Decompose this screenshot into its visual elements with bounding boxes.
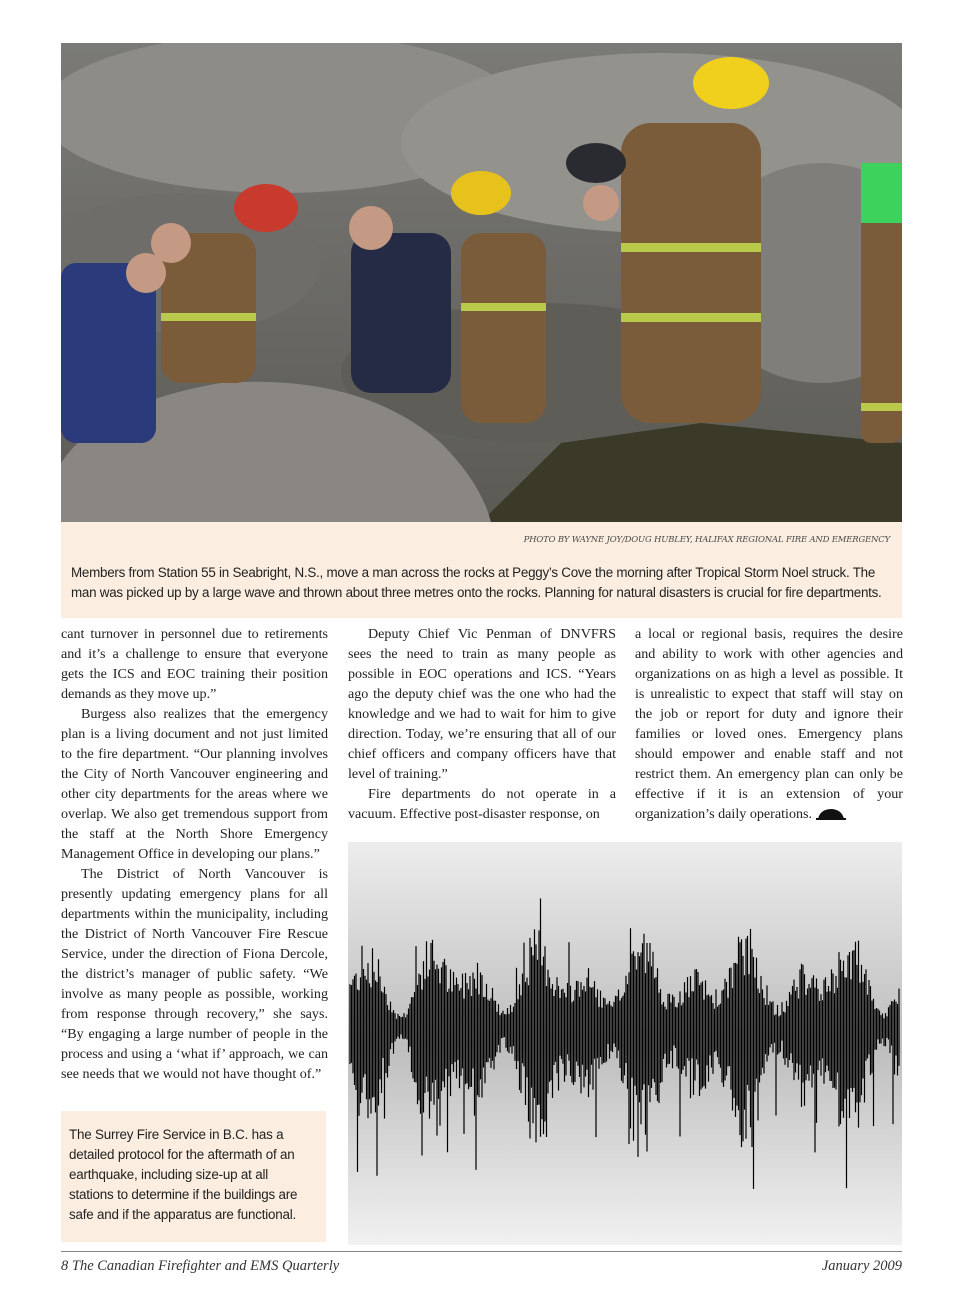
- paragraph: The District of North Vancouver is presently updating emergency plans for all departments within the municipality, including the District of North Vancouver Fire Rescue Service, under the direction of Fiona Dercole, the district’s manager of public safety. “We involve as many people as possible, working from response through recovery,” she says. “By engaging a large number of people in the process and using a ‘what if’ approach, we can see needs that we would not have thought of.”: [61, 866, 328, 1082]
- article-column-1: [61, 624, 328, 1084]
- paragraph-text: a local or regional basis, requires the desire and ability to work with other agencies and organizations on as high a level as possible. It is unrealistic to expect that staff will stay on the job or report for duty and ignore their families or loved ones. Emergency plans should empower and enable staff and not restrict them. An emergency plan can only be effective if it is an extension of your organization’s daily operations.: [635, 626, 903, 822]
- article-column-2: [348, 624, 616, 824]
- photo-credit: PHOTO BY WAYNE JOY/DOUG HUBLEY, HALIFAX REGIONAL FIRE AND EMERGENCY: [523, 535, 890, 545]
- paragraph: Burgess also realizes that the emergency plan is a living document and not just limited to the fire department. “Our planning involves the City of North Vancouver engineering and other city departments for the areas where we overlap. We also get tremendous support from the staff at the North Shore Emergency Management Office in developing our plans.”: [61, 706, 328, 862]
- seismograph-image: [348, 842, 902, 1245]
- pull-quote-box: [61, 1111, 326, 1242]
- article-column-3: [635, 624, 903, 827]
- paragraph: [635, 624, 903, 827]
- paragraph: cant turnover in personnel due to retirements and it’s a challenge to ensure that everyone gets the ICS and EOC training their position demands as they move up.”: [61, 626, 328, 702]
- rescue-photo: [61, 43, 902, 522]
- footer-publication: 8 The Canadian Firefighter and EMS Quarterly: [61, 1258, 340, 1274]
- photo-caption: Members from Station 55 in Seabright, N.S., move a man across the rocks at Peggy’s Cove the morning after Tropical Storm Noel struck. The man was picked up by a large wave and thrown about three metres onto the rocks. Planning for natural disasters is crucial for fire departments.: [71, 565, 882, 600]
- footer-date: January 2009: [821, 1258, 902, 1274]
- pull-quote-text: The Surrey Fire Service in B.C. has a detailed protocol for the aftermath of an earthquake, including size-up at all stations to determine if the buildings are safe and if the apparatus are functional.: [69, 1127, 298, 1222]
- footer-rule: [61, 1251, 902, 1252]
- paragraph: Deputy Chief Vic Penman of DNVFRS sees the need to train as many people as possible in EOC operations and ICS. “Years ago the deputy chief was the one who had the knowledge and we had to wait for him to give direction. Today, we’re ensuring that all of our chief officers and company officers have that level of training.”: [348, 626, 616, 782]
- fire-helmet-icon: [816, 807, 846, 827]
- photo-caption-box: [61, 522, 902, 618]
- paragraph: Fire departments do not operate in a vacuum. Effective post-disaster response, on: [348, 786, 616, 822]
